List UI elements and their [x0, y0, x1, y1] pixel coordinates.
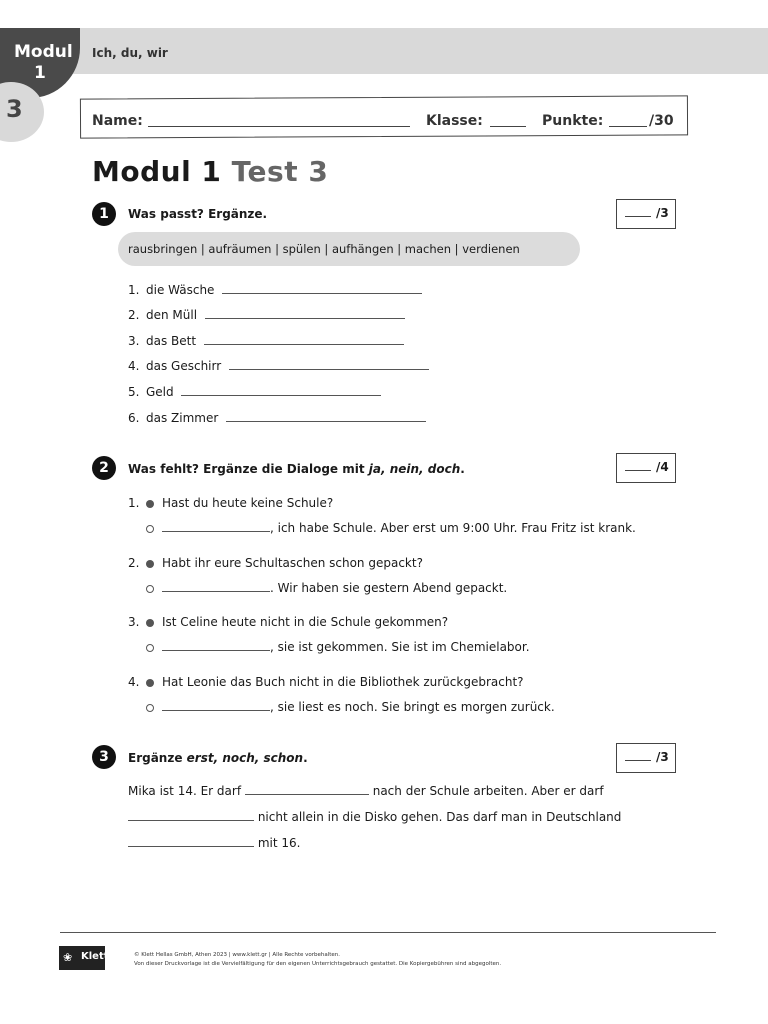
- section-2-max: /4: [656, 460, 669, 474]
- dialog-question: [128, 675, 524, 689]
- modul-badge-word: Modul: [14, 42, 73, 62]
- question-text: Hat Leonie das Buch nicht in die Bibliothek zurückgebracht?: [162, 675, 524, 689]
- dialog-answer: [146, 700, 555, 714]
- test-number: 3: [6, 95, 23, 123]
- answer-blank[interactable]: [162, 521, 270, 532]
- answer-blank[interactable]: [245, 784, 369, 795]
- exercise-1-item: [128, 411, 426, 425]
- speaker-b-bullet: [146, 704, 154, 712]
- dialog-question: [128, 556, 423, 570]
- answer-blank[interactable]: [162, 640, 270, 651]
- section-3-max: /3: [656, 750, 669, 764]
- section-2-title-text: Was fehlt? Ergänze die Dialoge mit: [128, 462, 369, 476]
- item-number: 3.: [128, 615, 140, 629]
- points-total: /30: [649, 113, 674, 129]
- item-text: das Bett: [146, 334, 197, 348]
- answer-text: , sie ist gekommen. Sie ist im Chemielabor.: [270, 640, 530, 654]
- footer-note: Von dieser Druckvorlage ist die Vervielfältigung für den eigenen Unterrichtsgebrauch gestattet. Die Kopiergebühren sind abgegolten.: [134, 961, 502, 967]
- title-test: Test 3: [231, 155, 329, 188]
- header-topic: Ich, du, wir: [92, 46, 168, 60]
- answer-blank[interactable]: [162, 700, 270, 711]
- section-3-number: 3: [92, 745, 116, 769]
- item-number: 2.: [128, 308, 140, 322]
- paragraph-text: nach der Schule arbeiten. Aber er darf: [372, 784, 604, 798]
- section-2-title-end: .: [460, 462, 465, 476]
- item-number: 4.: [128, 675, 140, 689]
- item-text: Geld: [146, 385, 174, 399]
- dialog-answer: [146, 640, 530, 654]
- speaker-b-bullet: [146, 644, 154, 652]
- paragraph-text: Mika ist 14. Er darf: [128, 784, 242, 798]
- klett-logo-text: Klett: [81, 951, 109, 962]
- item-number: 1.: [128, 283, 140, 297]
- question-text: Ist Celine heute nicht in die Schule gekommen?: [162, 615, 449, 629]
- class-field[interactable]: [490, 126, 526, 127]
- section-3-score-field[interactable]: [625, 760, 651, 761]
- title-modul: Modul 1: [92, 155, 222, 188]
- answer-blank[interactable]: [181, 385, 381, 396]
- speaker-a-bullet: [146, 619, 154, 627]
- item-number: 3.: [128, 334, 140, 348]
- speaker-b-bullet: [146, 525, 154, 533]
- paragraph-text: mit 16.: [257, 836, 301, 850]
- section-3-title-text: Ergänze: [128, 751, 187, 765]
- paragraph-line-1: [128, 784, 604, 798]
- speaker-a-bullet: [146, 679, 154, 687]
- section-1-title: Was passt? Ergänze.: [128, 207, 268, 221]
- answer-blank[interactable]: [229, 359, 429, 370]
- section-1-number: 1: [92, 202, 116, 226]
- answer-blank[interactable]: [205, 308, 405, 319]
- item-number: 1.: [128, 496, 140, 510]
- klett-logo: [59, 946, 109, 970]
- exercise-1-item: [128, 385, 381, 399]
- paragraph-line-2: [128, 810, 621, 824]
- name-field[interactable]: [148, 126, 410, 127]
- class-label: Klasse:: [426, 113, 483, 129]
- answer-blank[interactable]: [204, 334, 404, 345]
- exercise-1-item: [128, 359, 429, 373]
- answer-blank[interactable]: [226, 411, 426, 422]
- section-1-score-box: [616, 199, 676, 229]
- answer-text: . Wir haben sie gestern Abend gepackt.: [270, 581, 508, 595]
- points-label: Punkte:: [542, 113, 604, 129]
- dialog-answer: [146, 581, 507, 595]
- section-3-title-end: .: [303, 751, 308, 765]
- footer-copyright: © Klett Hellas GmbH, Athen 2023 | www.klett.gr | Alle Rechte vorbehalten.: [134, 952, 341, 958]
- klett-logo-icon: ❀: [63, 951, 73, 964]
- section-3-title-words: erst, noch, schon: [186, 751, 304, 765]
- page-title: [92, 155, 328, 188]
- section-3-title: [128, 751, 308, 765]
- item-number: 6.: [128, 411, 140, 425]
- speaker-b-bullet: [146, 585, 154, 593]
- footer-divider: [60, 932, 716, 933]
- speaker-a-bullet: [146, 500, 154, 508]
- section-1-max: /3: [656, 206, 669, 220]
- item-number: 4.: [128, 359, 140, 373]
- answer-blank[interactable]: [222, 283, 422, 294]
- item-number: 2.: [128, 556, 140, 570]
- paragraph-text: nicht allein in die Disko gehen. Das darf man in Deutschland: [257, 810, 622, 824]
- points-field[interactable]: [609, 126, 647, 127]
- answer-blank[interactable]: [162, 581, 270, 592]
- speaker-a-bullet: [146, 560, 154, 568]
- name-label: Name:: [92, 113, 143, 129]
- question-text: Habt ihr eure Schultaschen schon gepackt?: [162, 556, 423, 570]
- item-text: die Wäsche: [146, 283, 215, 297]
- exercise-1-item: [128, 283, 422, 297]
- question-text: Hast du heute keine Schule?: [162, 496, 334, 510]
- exercise-1-item: [128, 334, 404, 348]
- section-2-title-words: ja, nein, doch: [368, 462, 461, 476]
- exercise-1-item: [128, 308, 405, 322]
- item-text: das Geschirr: [146, 359, 222, 373]
- word-bank-words: rausbringen | aufräumen | spülen | aufhängen | machen | verdienen: [128, 242, 520, 256]
- item-text: den Müll: [146, 308, 198, 322]
- dialog-question: [128, 615, 448, 629]
- answer-text: , sie liest es noch. Sie bringt es morgen zurück.: [270, 700, 555, 714]
- section-2-title: [128, 462, 465, 476]
- dialog-question: [128, 496, 333, 510]
- answer-text: , ich habe Schule. Aber erst um 9:00 Uhr. Frau Fritz ist krank.: [270, 521, 636, 535]
- modul-badge-number: 1: [34, 63, 46, 83]
- item-text: das Zimmer: [146, 411, 219, 425]
- paragraph-line-3: [128, 836, 300, 850]
- dialog-answer: [146, 521, 636, 535]
- answer-blank[interactable]: [128, 810, 254, 821]
- word-bank: [118, 232, 580, 266]
- section-2-score-field[interactable]: [625, 470, 651, 471]
- section-2-number: 2: [92, 456, 116, 480]
- item-number: 5.: [128, 385, 140, 399]
- section-1-score-field[interactable]: [625, 216, 651, 217]
- answer-blank[interactable]: [128, 836, 254, 847]
- section-2-score-box: [616, 453, 676, 483]
- section-3-score-box: [616, 743, 676, 773]
